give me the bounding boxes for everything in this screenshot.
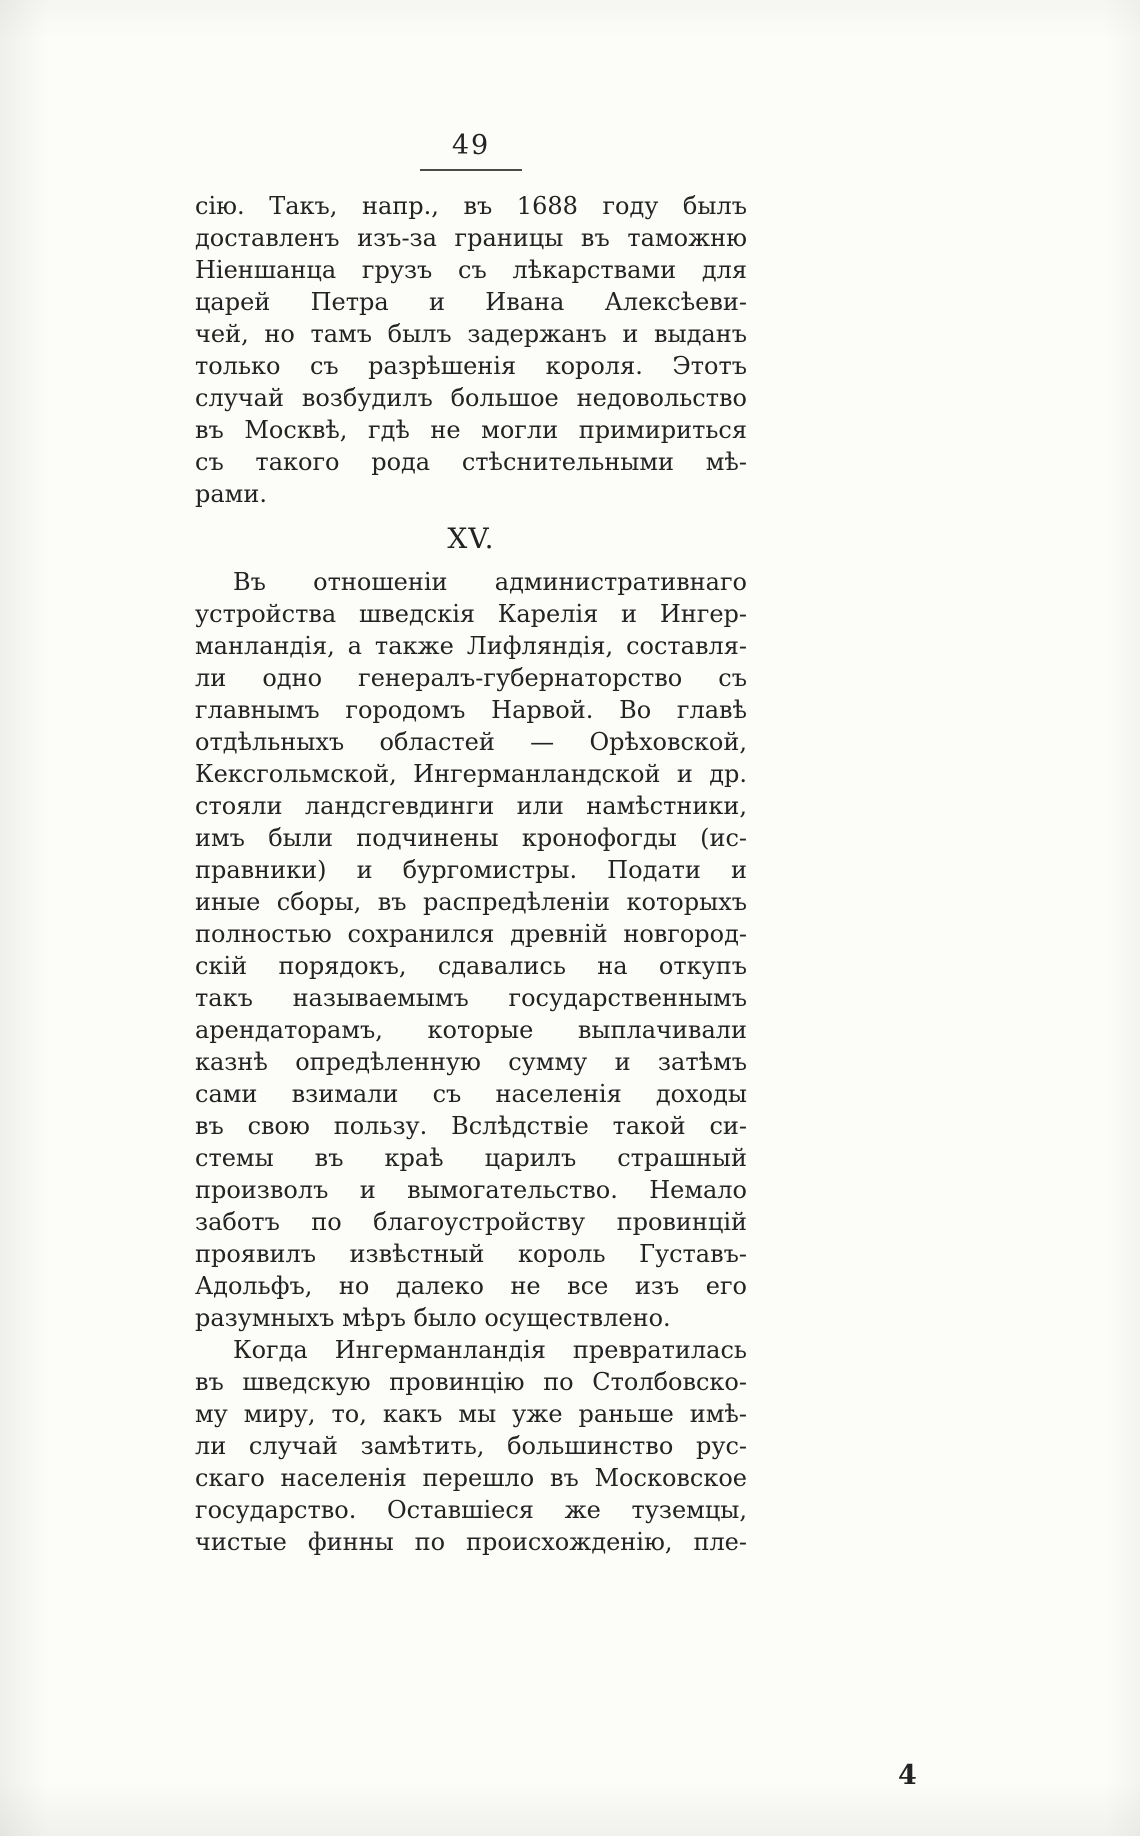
text-line: съ такого рода стѣснительными мѣ- bbox=[195, 448, 747, 476]
paragraph bbox=[195, 190, 747, 510]
text-line: казнѣ опредѣленную сумму и затѣмъ bbox=[195, 1048, 747, 1076]
text-line: сами взимали съ населенія доходы bbox=[195, 1080, 747, 1108]
text-line: Кексгольмской, Ингерманландской и др. bbox=[195, 760, 747, 788]
text-line: рами. bbox=[195, 480, 267, 508]
signature-mark: 4 bbox=[898, 1760, 917, 1791]
page-number: 49 bbox=[420, 130, 522, 171]
text-line: стемы въ краѣ царилъ страшный bbox=[195, 1144, 747, 1172]
text-line: скій порядокъ, сдавались на откупъ bbox=[195, 952, 747, 980]
text-line: доставленъ изъ-за границы въ таможню bbox=[195, 224, 747, 252]
text-line: главнымъ городомъ Нарвой. Во главѣ bbox=[195, 696, 747, 724]
section-heading: XV. bbox=[447, 522, 495, 555]
page-content bbox=[195, 190, 747, 1558]
text-line: произволъ и вымогательство. Немало bbox=[195, 1176, 747, 1204]
page-header bbox=[195, 130, 747, 171]
text-line: ли одно генералъ-губернаторство съ bbox=[195, 664, 747, 692]
text-line: Адольфъ, но далеко не все изъ его bbox=[195, 1272, 747, 1300]
text-line: Въ отношеніи административнаго bbox=[233, 568, 747, 596]
text-line: полностью сохранился древній новгород- bbox=[195, 920, 747, 948]
text-line: Ніеншанца грузъ съ лѣкарствами для bbox=[195, 256, 747, 284]
text-line: государство. Оставшіеся же туземцы, bbox=[195, 1496, 747, 1524]
text-line: Когда Ингерманландія превратилась bbox=[233, 1336, 747, 1364]
text-line: устройства шведскія Карелія и Ингер- bbox=[195, 600, 747, 628]
text-line: въ шведскую провинцію по Столбовско- bbox=[195, 1368, 747, 1396]
text-line: скаго населенія перешло въ Московское bbox=[195, 1464, 747, 1492]
text-line: разумныхъ мѣръ было осуществлено. bbox=[195, 1304, 671, 1332]
text-line: манландія, а также Лифляндія, составля- bbox=[195, 632, 747, 660]
paragraph bbox=[195, 566, 747, 1334]
text-line: проявилъ извѣстный король Густавъ- bbox=[195, 1240, 747, 1268]
text-line: правники) и бургомистры. Подати и bbox=[195, 856, 747, 884]
text-line: му миру, то, какъ мы уже раньше имѣ- bbox=[195, 1400, 747, 1428]
text-line: арендаторамъ, которые выплачивали bbox=[195, 1016, 747, 1044]
text-line: такъ называемымъ государственнымъ bbox=[195, 984, 747, 1012]
text-line: иные сборы, въ распредѣленіи которыхъ bbox=[195, 888, 747, 916]
text-line: стояли ландсгевдинги или намѣстники, bbox=[195, 792, 747, 820]
paragraph bbox=[195, 1334, 747, 1558]
text-line: въ Москвѣ, гдѣ не могли примириться bbox=[195, 416, 747, 444]
text-line: только съ разрѣшенія короля. Этотъ bbox=[195, 352, 747, 380]
text-line: сію. Такъ, напр., въ 1688 году былъ bbox=[195, 192, 747, 220]
text-line: чистые финны по происхожденію, пле- bbox=[195, 1528, 747, 1556]
text-line: отдѣльныхъ областей — Орѣховской, bbox=[195, 728, 747, 756]
text-line: царей Петра и Ивана Алексѣеви- bbox=[195, 288, 747, 316]
text-line: случай возбудилъ большое недовольство bbox=[195, 384, 747, 412]
text-line: ли случай замѣтить, большинство рус- bbox=[195, 1432, 747, 1460]
text-line: заботъ по благоустройству провинцій bbox=[195, 1208, 747, 1236]
text-line: въ свою пользу. Вслѣдствіе такой си- bbox=[195, 1112, 747, 1140]
text-line: имъ были подчинены кронофогды (ис- bbox=[195, 824, 747, 852]
text-line: чей, но тамъ былъ задержанъ и выданъ bbox=[195, 320, 747, 348]
